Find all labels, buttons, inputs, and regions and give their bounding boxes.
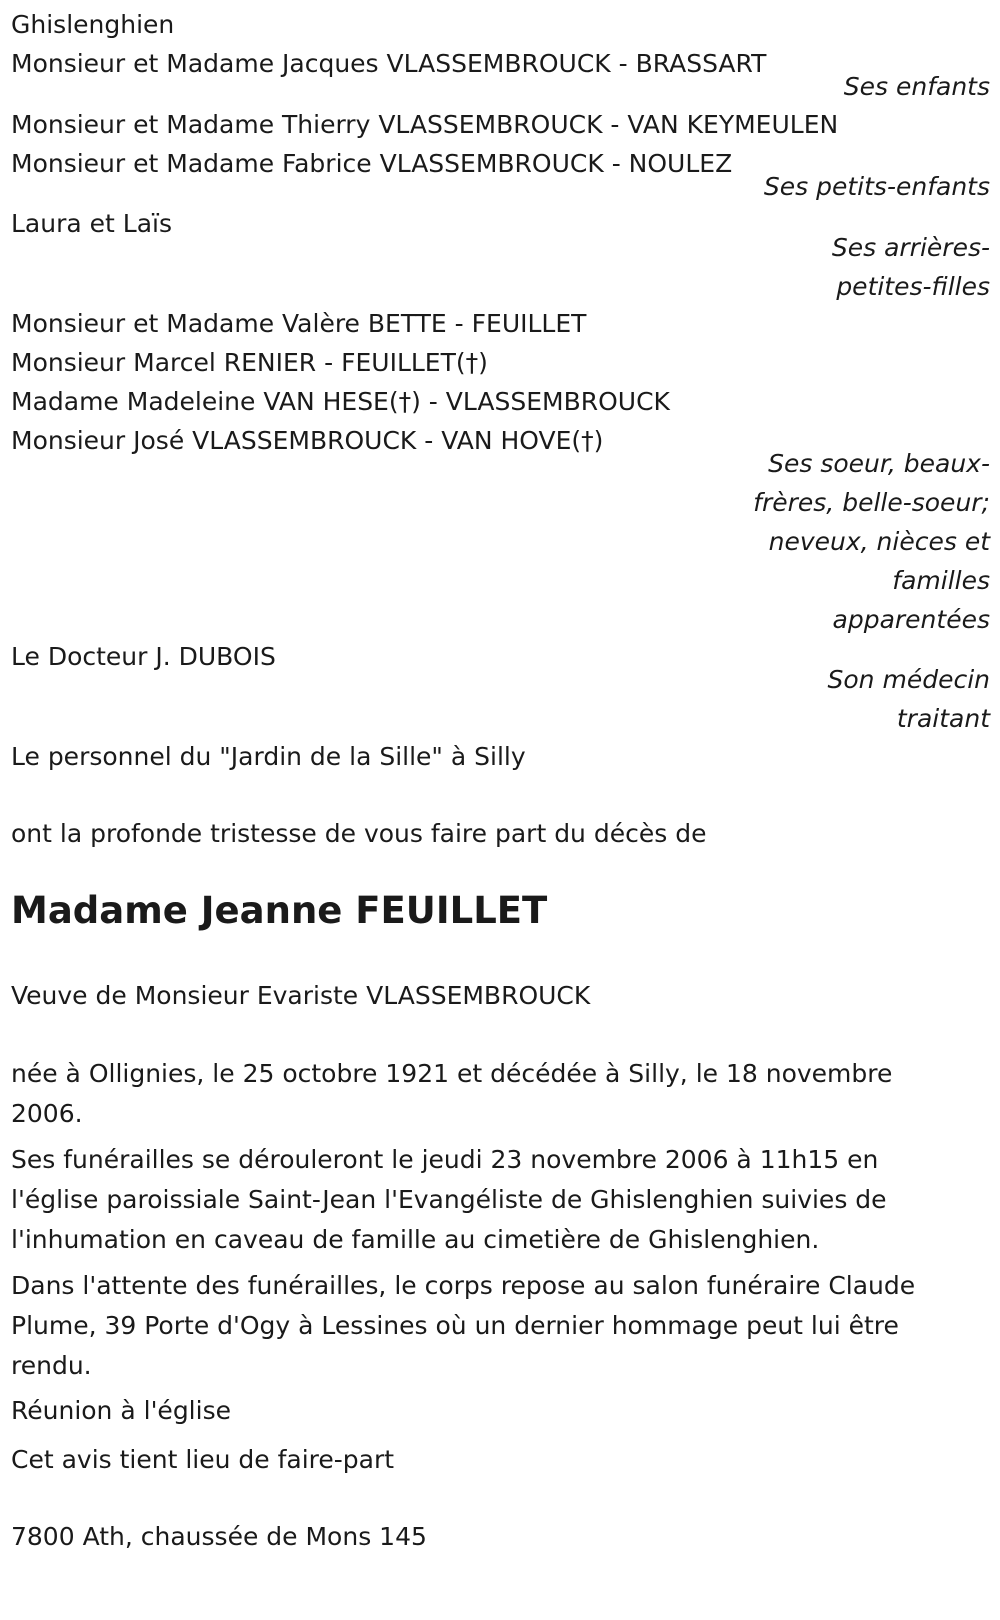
role-great-grandchildren-1: Ses arrières- [831, 233, 990, 262]
notice-line: Cet avis tient lieu de faire-part [11, 1445, 395, 1474]
viewing-paragraph: Dans l'attente des funérailles, le corps repose au salon funéraire Claude Plume, 39 Porte d'Ogy à Lessines où un dernier hommage peut lui être rendu. [11, 1271, 916, 1380]
role-children: Ses enfants [843, 72, 990, 101]
staff-line: Le personnel du "Jardin de la Sille" à Silly [11, 742, 526, 771]
doctor-line: Le Docteur J. DUBOIS [11, 642, 276, 671]
meeting-line: Réunion à l'église [11, 1396, 231, 1425]
role-siblings-5: apparentées [832, 605, 990, 634]
sibling-line-3: Madame Madeleine VAN HESE(†) - VLASSEMBROUCK [11, 387, 670, 416]
role-doctor-1: Son médecin [827, 665, 990, 694]
role-doctor-2: traitant [896, 704, 990, 733]
address-line: 7800 Ath, chaussée de Mons 145 [11, 1522, 427, 1551]
sibling-line-1: Monsieur et Madame Valère BETTE - FEUILLET [11, 309, 587, 338]
funeral-paragraph: Ses funérailles se dérouleront le jeudi 23 novembre 2006 à 11h15 en l'église paroissiale Saint-Jean l'Evangéliste de Ghislenghien suivies de l'inhumation en caveau de famille au cimetière de Ghislenghien. [11, 1145, 887, 1254]
role-siblings-2: frères, belle-soeur; [753, 488, 990, 517]
great-grandchildren-line: Laura et Laïs [11, 209, 172, 238]
children-line: Monsieur et Madame Jacques VLASSEMBROUCK - BRASSART [11, 49, 767, 78]
grandchildren-line-1: Monsieur et Madame Thierry VLASSEMBROUCK - VAN KEYMEULEN [11, 110, 839, 139]
location-line: Ghislenghien [11, 10, 175, 39]
deceased-name: Madame Jeanne FEUILLET [11, 889, 548, 932]
role-great-grandchildren-2: petites-filles [836, 272, 990, 301]
role-siblings-3: neveux, nièces et [768, 527, 990, 556]
announcement-line: ont la profonde tristesse de vous faire part du décès de [11, 819, 707, 848]
widow-line: Veuve de Monsieur Evariste VLASSEMBROUCK [11, 981, 591, 1010]
role-siblings-1: Ses soeur, beaux- [768, 449, 990, 478]
role-grandchildren: Ses petits-enfants [763, 172, 990, 201]
role-siblings-4: familles [892, 566, 990, 595]
grandchildren-line-2: Monsieur et Madame Fabrice VLASSEMBROUCK - NOULEZ [11, 149, 733, 178]
birth-death-paragraph: née à Ollignies, le 25 octobre 1921 et décédée à Silly, le 18 novembre 2006. [11, 1059, 893, 1128]
sibling-line-2: Monsieur Marcel RENIER - FEUILLET(†) [11, 348, 488, 377]
sibling-line-4: Monsieur José VLASSEMBROUCK - VAN HOVE(†) [11, 426, 604, 455]
